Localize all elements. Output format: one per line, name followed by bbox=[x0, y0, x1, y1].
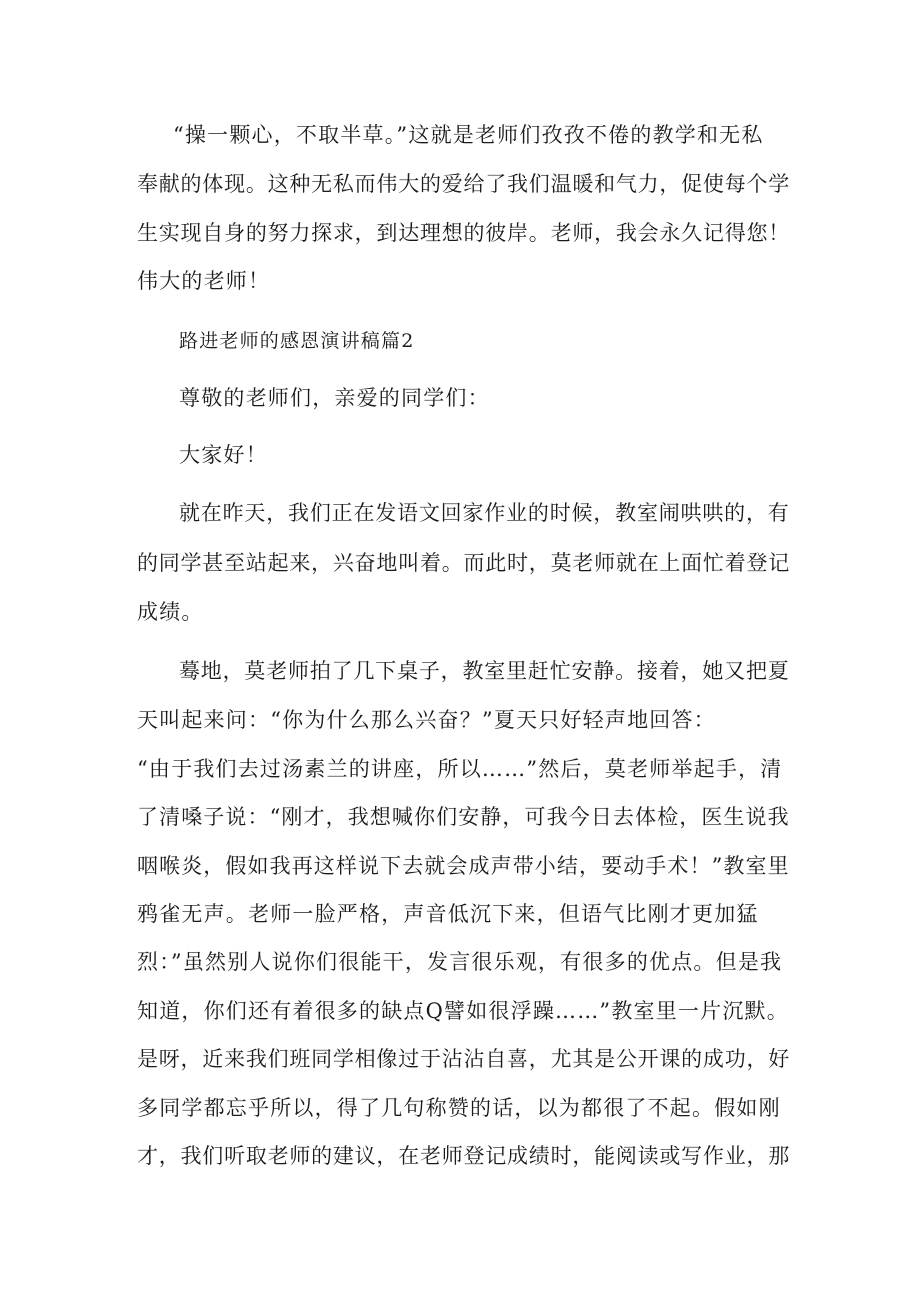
paragraph-3-line-1: 蓦地，莫老师拍了几下桌子，教室里赶忙安静。接着，她又把夏 bbox=[179, 659, 790, 683]
paragraph-3-line-7: 烈：”虽然别人说你们很能干，发言很乐观，有很多的优点。但是我 bbox=[137, 950, 783, 974]
section-title: 路进老师的感恩演讲稿篇2 bbox=[179, 330, 415, 352]
hello-line: 大家好！ bbox=[179, 443, 268, 467]
paragraph-2-line-3: 成绩。 bbox=[137, 600, 204, 624]
paragraph-2-line-2: 的同学甚至站起来，兴奋地叫着。而此时，莫老师就在上面忙着登记 bbox=[137, 551, 790, 575]
paragraph-3-line-4: 了清嗓子说：“刚才，我想喊你们安静，可我今日去体检，医生说我 bbox=[137, 805, 790, 829]
paragraph-1-line-2: 奉献的体现。这种无私而伟大的爱给了我们温暖和气力，促使每个学 bbox=[137, 172, 790, 196]
paragraph-3-line-3: “由于我们去过汤素兰的讲座，所以……”然后，莫老师举起手，清 bbox=[137, 757, 783, 781]
paragraph-3-line-2: 天叫起来问：“你为什么那么兴奋？”夏天只好轻声地回答： bbox=[137, 708, 716, 732]
paragraph-2-line-1: 就在昨天，我们正在发语文回家作业的时候，教室闹哄哄的，有 bbox=[179, 501, 790, 525]
paragraph-1-line-3: 生实现自身的努力探求，到达理想的彼岸。老师，我会永久记得您！ bbox=[137, 221, 790, 245]
paragraph-3-line-8: 知道，你们还有着很多的缺点Q譬如很浮躁……”教室里一片沉默。 bbox=[137, 999, 789, 1023]
greeting: 尊敬的老师们，亲爱的同学们： bbox=[179, 386, 490, 410]
paragraph-3-line-9: 是呀，近来我们班同学相像过于沾沾自喜，尤其是公开课的成功，好 bbox=[137, 1047, 790, 1071]
paragraph-3-line-10: 多同学都忘乎所以，得了几句称赞的话，以为都很了不起。假如刚 bbox=[137, 1096, 781, 1120]
paragraph-1-line-1: “操一颗心，不取半草。”这就是老师们孜孜不倦的教学和无私 bbox=[173, 123, 764, 147]
paragraph-1-line-4: 伟大的老师！ bbox=[137, 269, 271, 293]
paragraph-3-line-5: 咽喉炎，假如我再这样说下去就会成声带小结，要动手术！”教室里 bbox=[137, 854, 790, 878]
paragraph-3-line-11: 才，我们听取老师的建议，在老师登记成绩时，能阅读或写作业，那 bbox=[137, 1144, 790, 1168]
paragraph-3-line-6: 鸦雀无声。老师一脸严格，声音低沉下来，但语气比刚才更加猛 bbox=[137, 902, 759, 926]
